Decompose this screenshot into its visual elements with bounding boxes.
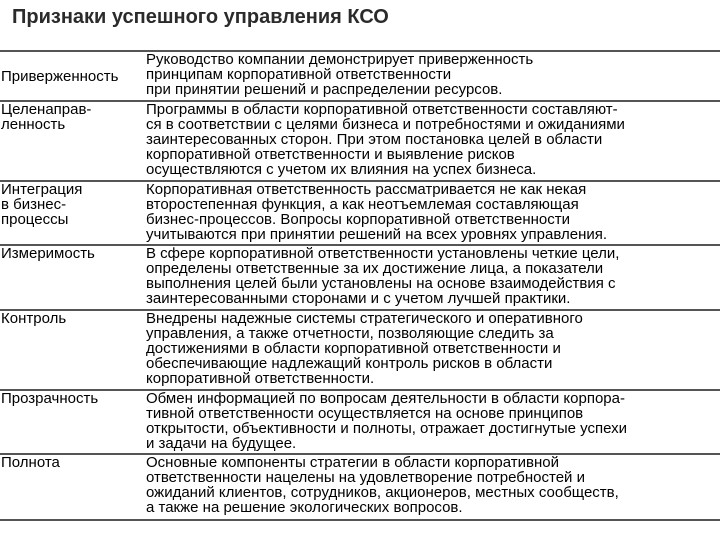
criterion-cell: Полнота [0, 454, 144, 520]
description-cell: Основные компоненты стратегии в области корпоративной ответственности нацелены на удовлетворение потребностей и ожиданий клиентов, сотрудников, акционеров, местных сообществ, а также на решение экологических вопросов. [144, 454, 720, 520]
description-cell: В сфере корпоративной ответственности установлены четкие цели, определены ответственные за их достижение лица, а показатели выполнения целей были установлены на основе взаимодействия с заинтересованными сторонами и с учетом лучшей практики. [144, 245, 720, 310]
criterion-cell: Прозрачность [0, 390, 144, 454]
description-cell: Корпоративная ответственность рассматривается не как некая второстепенная функция, а как неотъемлемая составляющая бизнес-процессов. Вопросы корпоративной ответственности учитываются при принятии решений на всех уровнях управления. [144, 181, 720, 245]
criterion-cell: Контроль [0, 310, 144, 390]
page-title: Признаки успешного управления КСО [12, 6, 389, 28]
table-row [0, 390, 720, 454]
table-row [0, 181, 720, 245]
table-row [0, 101, 720, 181]
table-row [0, 51, 720, 101]
criterion-cell: Целенаправ- ленность [0, 101, 144, 181]
table-row [0, 245, 720, 310]
criterion-cell: Интеграция в бизнес- процессы [0, 181, 144, 245]
table-row [0, 454, 720, 520]
description-cell: Обмен информацией по вопросам деятельности в области корпора- тивной ответственности осуществляется на основе принципов открытости, объективности и полноты, отражает достигнутые успехи и задачи на будущее. [144, 390, 720, 454]
table-row [0, 310, 720, 390]
description-cell: Руководство компании демонстрирует приверженность принципам корпоративной ответственности при принятии решений и распределении ресурсов. [144, 51, 720, 101]
criterion-cell: Измеримость [0, 245, 144, 310]
description-cell: Внедрены надежные системы стратегического и оперативного управления, а также отчетности, позволяющие следить за достижениями в области корпоративной ответственности и обеспечивающие надлежащий контроль рисков в области корпоративной ответственности. [144, 310, 720, 390]
description-cell: Программы в области корпоративной ответственности составляют- ся в соответствии с целями бизнеса и потребностями и ожиданиями заинтересованных сторон. При этом постановка целей в области корпоративной ответственности и выявление рисков осуществляются с учетом их влияния на успех бизнеса. [144, 101, 720, 181]
criterion-cell: Приверженность [0, 51, 144, 101]
criteria-table [0, 50, 720, 521]
